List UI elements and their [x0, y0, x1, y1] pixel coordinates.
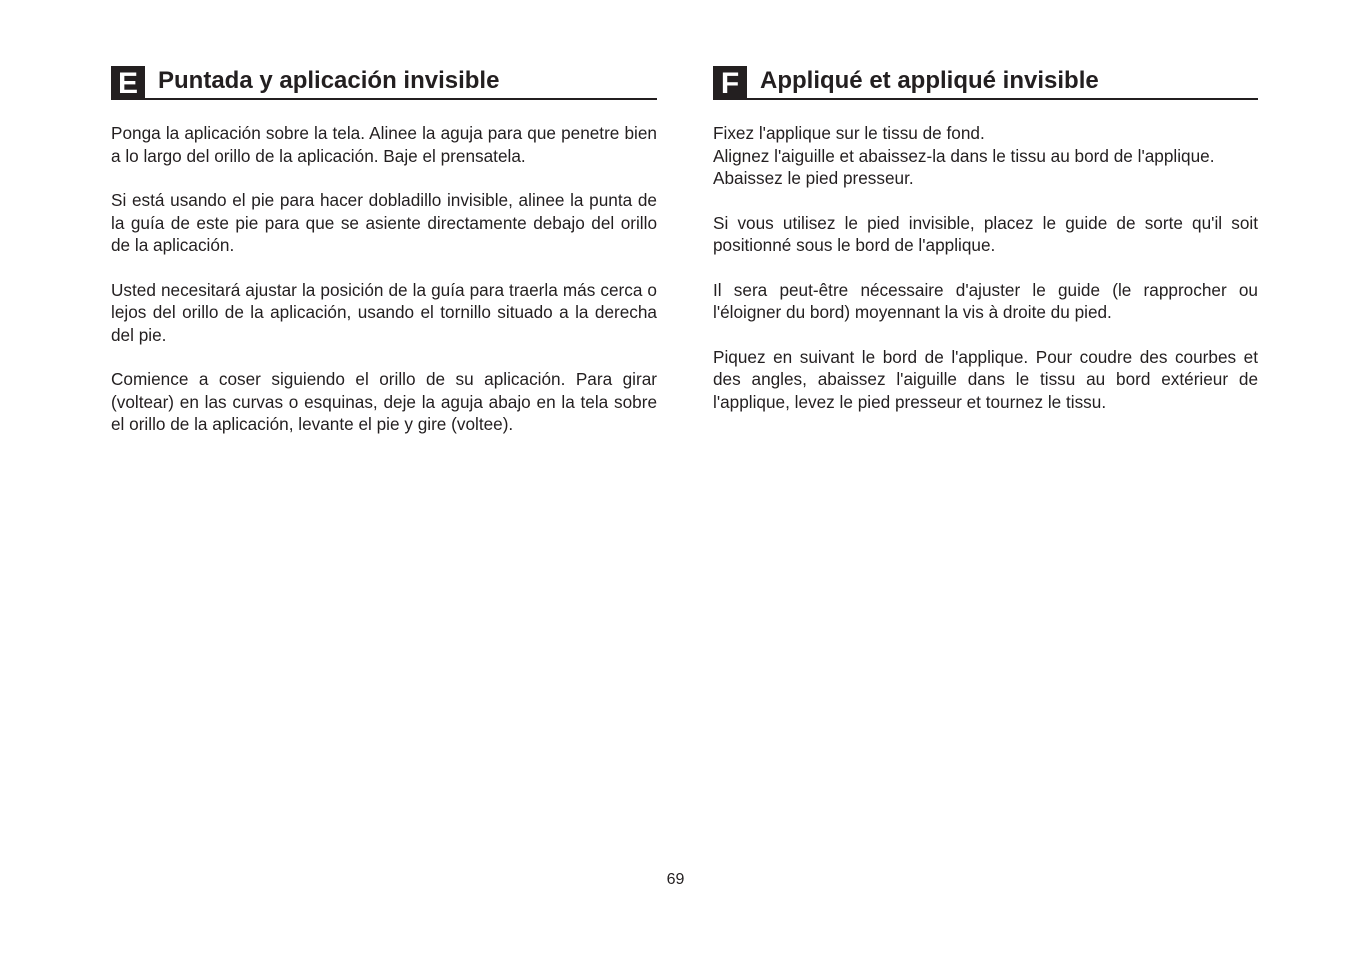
french-heading: [713, 66, 1258, 100]
french-section: [713, 66, 1258, 435]
spanish-section: [111, 66, 657, 458]
section-badge-e: E: [111, 66, 145, 100]
spanish-heading: [111, 66, 657, 100]
french-paragraph-intro: [713, 122, 1258, 190]
french-paragraph: Piquez en suivant le bord de l'applique. Pour coudre des courbes et des angles, abaissez l'aiguille dans le tissu au bord extérieur de l'applique, levez le pied presseur et tournez le tissu.: [713, 346, 1258, 412]
spanish-paragraph: Si está usando el pie para hacer dobladillo invisible, alinee la punta de la guía de este pie para que se asiente directamente debajo del orillo de la aplicación.: [111, 190, 657, 255]
spanish-title: Puntada y aplicación invisible: [158, 67, 500, 94]
french-intro-line: Alignez l'aiguille et abaissez-la dans le tissu au bord de l'applique.: [713, 145, 1215, 166]
page-number: 69: [666, 871, 685, 888]
section-badge-f: F: [713, 66, 747, 100]
spanish-paragraph: Comience a coser siguiendo el orillo de su aplicación. Para girar (voltear) en las curvas o esquinas, deje la aguja abajo en la tela sobre el orillo de la aplicación, levante el pie y gire (voltee).: [111, 369, 657, 434]
french-paragraph: Il sera peut-être nécessaire d'ajuster le guide (le rapprocher ou l'éloigner du bord) moyennant la vis à droite du pied.: [713, 279, 1258, 322]
spanish-paragraph: Usted necesitará ajustar la posición de la guía para traerla más cerca o lejos del orillo de la aplicación, usando el tornillo situado a la derecha del pie.: [111, 279, 657, 345]
french-body: [713, 122, 1258, 413]
french-intro-line: Fixez l'applique sur le tissu de fond.: [713, 123, 985, 143]
french-title: Appliqué et appliqué invisible: [760, 67, 1099, 94]
spanish-body: [111, 122, 657, 436]
spanish-paragraph: Ponga la aplicación sobre la tela. Alinee la aguja para que penetre bien a lo largo del orillo de la aplicación. Baje el prensatela.: [111, 123, 657, 166]
french-intro-line: Abaissez le pied presseur.: [713, 168, 914, 188]
french-paragraph: Si vous utilisez le pied invisible, placez le guide de sorte qu'il soit positionné sous le bord de l'applique.: [713, 212, 1258, 255]
